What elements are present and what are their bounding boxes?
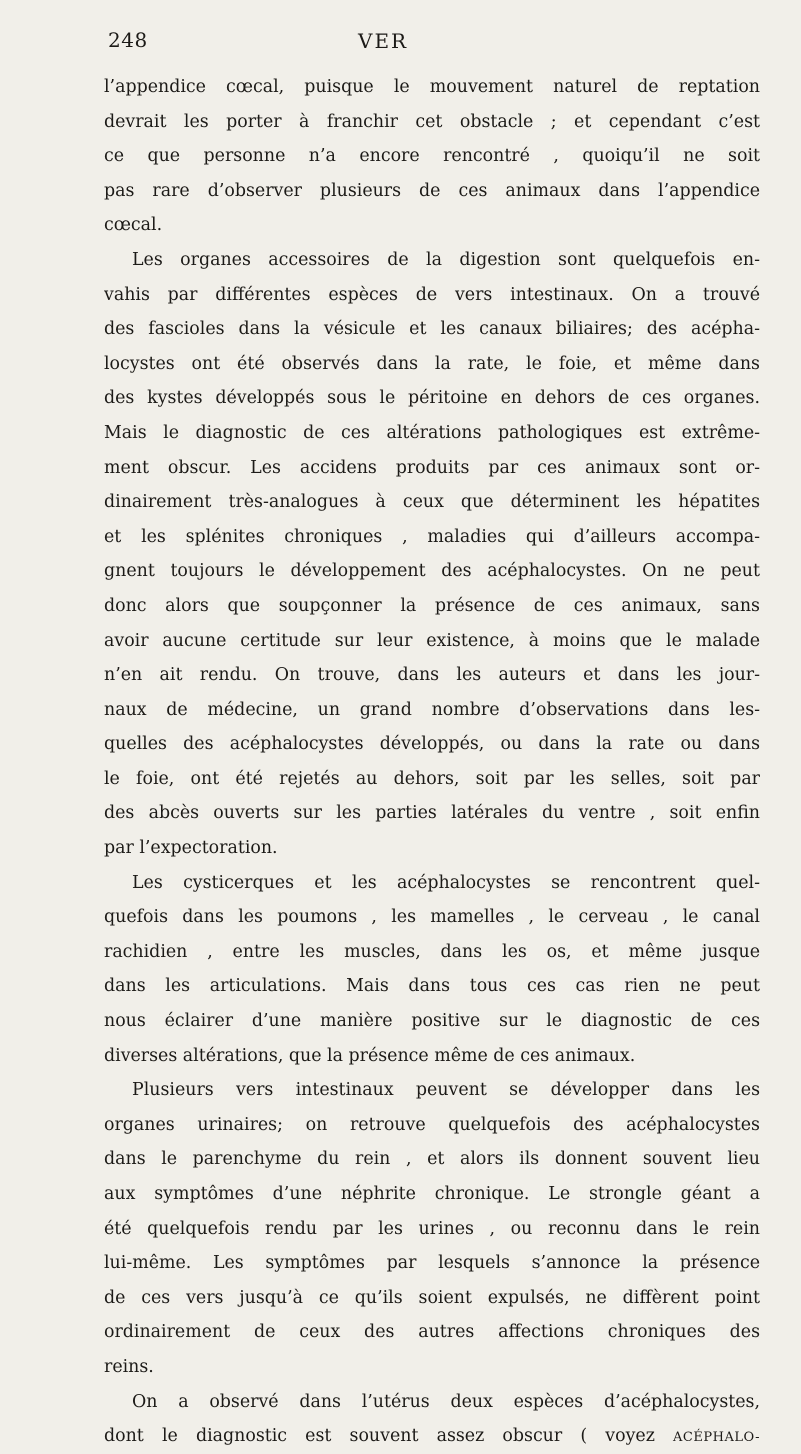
text-line: avoir aucune certitude sur leur existence, à moins que le malade (104, 630, 760, 651)
text-line: gnent toujours le développement des acéphalocystes. On ne peut (104, 561, 760, 582)
text-line: Les organes accessoires de la digestion sont quelquefois en- (132, 249, 760, 270)
text-line-final (104, 1419, 760, 1454)
text-line: par l’expectoration. (104, 838, 278, 859)
text-line: On a observé dans l’utérus deux espèces d’acéphalocystes, (132, 1391, 760, 1412)
text-line: donc alors que soupçonner la présence de ces animaux, sans (104, 595, 760, 616)
text-line: ment obscur. Les accidens produits par ces animaux sont or- (104, 457, 760, 478)
text-line: ordinairement de ceux des autres affections chroniques des (104, 1322, 760, 1343)
text-line: vahis par différentes espèces de vers intestinaux. On a trouvé (104, 284, 760, 305)
text-line: de ces vers jusqu’à ce qu’ils soient expulsés, ne diffèrent point (104, 1287, 760, 1308)
final-line-smallcaps: ACÉPHALO- (673, 1430, 760, 1446)
text-line: des kystes développés sous le péritoine en dehors de ces organes. (104, 388, 760, 409)
text-line: nous éclairer d’une manière positive sur le diagnostic de ces (104, 1011, 760, 1032)
text-line: dans le parenchyme du rein , et alors ils donnent souvent lieu (104, 1149, 760, 1170)
text-line: diverses altérations, que la présence même de ces animaux. (104, 1045, 636, 1066)
text-line: lui-même. Les symptômes par lesquels s’annonce la présence (104, 1253, 760, 1274)
text-line: n’en ait rendu. On trouve, dans les auteurs et dans les jour- (104, 665, 760, 686)
text-line: naux de médecine, un grand nombre d’observations dans les- (104, 699, 760, 720)
text-line: le foie, ont été rejetés au dehors, soit par les selles, soit par (104, 768, 760, 789)
text-line: locystes ont été observés dans la rate, le foie, et même dans (104, 353, 760, 374)
text-line: organes urinaires; on retrouve quelquefois des acéphalocystes (104, 1114, 760, 1135)
body-text (104, 70, 760, 1454)
text-line: dans les articulations. Mais dans tous ces cas rien ne peut (104, 976, 760, 997)
text-line: quelles des acéphalocystes développés, ou dans la rate ou dans (104, 734, 760, 755)
running-head: VER (358, 29, 409, 53)
text-line: devrait les porter à franchir cet obstacle ; et cependant c’est (104, 111, 760, 132)
text-line: aux symptômes d’une néphrite chronique. Le strongle géant a (104, 1184, 760, 1204)
text-line: Les cysticerques et les acéphalocystes se rencontrent quel- (132, 872, 760, 893)
text-line: Plusieurs vers intestinaux peuvent se développer dans les (132, 1080, 760, 1101)
text-line: et les splénites chroniques , maladies qui d’ailleurs accompa- (104, 526, 760, 547)
text-line: quefois dans les poumons , les mamelles , le cerveau , le canal (104, 907, 760, 928)
text-line: cœcal. (104, 215, 163, 236)
page-number: 248 (108, 28, 148, 52)
text-line: ce que personne n’a encore rencontré , quoiqu’il ne soit (104, 146, 760, 167)
page-header (108, 28, 758, 62)
text-line: été quelquefois rendu par les urines , ou reconnu dans le rein (104, 1218, 760, 1239)
text-line: Mais le diagnostic de ces altérations pathologiques est extrême- (104, 422, 760, 443)
text-line: reins. (104, 1356, 154, 1377)
text-line: dinairement très-analogues à ceux que déterminent les hépatites (104, 492, 760, 513)
text-line: rachidien , entre les muscles, dans les os, et même jusque (104, 941, 760, 962)
final-line-text: dont le diagnostic est souvent assez obscur ( voyez (104, 1426, 655, 1447)
text-line: l’appendice cœcal, puisque le mouvement naturel de reptation (104, 77, 760, 97)
text-line: pas rare d’observer plusieurs de ces animaux dans l’appendice (104, 180, 760, 201)
text-line: des abcès ouverts sur les parties latérales du ventre , soit enfin (104, 803, 760, 824)
text-line: des fascioles dans la vésicule et les canaux biliaires; des acépha- (104, 319, 760, 340)
